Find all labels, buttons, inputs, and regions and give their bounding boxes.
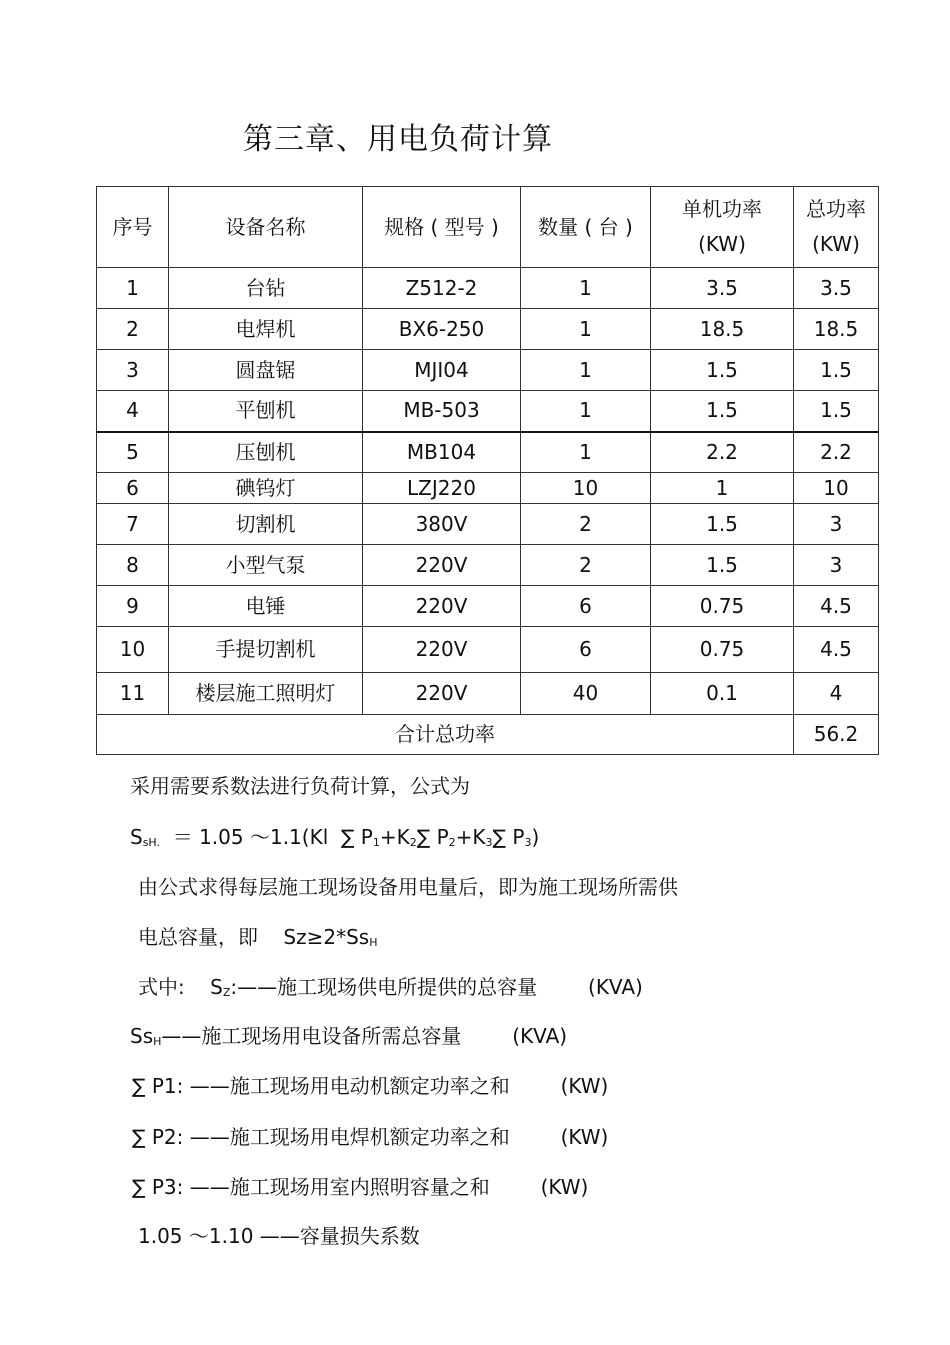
row-unit-power: 1.5 xyxy=(651,545,794,586)
text-def-ssh-a: Ss xyxy=(130,1024,154,1048)
total-label: 合计总功率 xyxy=(97,715,794,755)
text-def-ssh-sub: H xyxy=(153,1035,162,1048)
row-unit-power: 1.5 xyxy=(651,504,794,545)
text-def-sz xyxy=(138,971,643,1000)
header-model: 规格 ( 型号 ) xyxy=(363,187,521,268)
page-title: 第三章、用电负荷计算 xyxy=(243,122,553,157)
table-row xyxy=(97,432,879,473)
text-def-p1: ∑ P1: ——施工现场用电动机额定功率之和 (KW) xyxy=(132,1074,609,1098)
header-total-power-unit: (KW) xyxy=(812,232,860,256)
table-row xyxy=(97,586,879,627)
row-unit-power: 0.1 xyxy=(651,673,794,715)
text-explain-1: 由公式求得每层施工现场设备用电量后，即为施工现场所需供 xyxy=(138,875,678,899)
row-model: 380V xyxy=(363,504,521,545)
text-explain-2-main: 电总容量，即 Sz≥2*Ss xyxy=(138,925,370,949)
text-def-p3: ∑ P3: ——施工现场用室内照明容量之和 (KW) xyxy=(132,1175,589,1199)
table-body xyxy=(97,268,879,715)
row-device-name: 切割机 xyxy=(169,504,363,545)
total-value: 56.2 xyxy=(794,715,879,755)
text-def-sz-b: :——施工现场供电所提供的总容量 (KVA) xyxy=(230,975,643,999)
row-index: 1 xyxy=(97,268,169,309)
table-row xyxy=(97,268,879,309)
row-index: 8 xyxy=(97,545,169,586)
header-quantity: 数量 ( 台 ) xyxy=(521,187,651,268)
row-device-name: 压刨机 xyxy=(169,432,363,473)
table-row xyxy=(97,473,879,504)
row-total-power: 18.5 xyxy=(794,309,879,350)
row-total-power: 4.5 xyxy=(794,586,879,627)
text-def-loss: 1.05 ～1.10 ——容量损失系数 xyxy=(138,1224,420,1248)
row-model: MJI04 xyxy=(363,350,521,391)
formula-part-b: +K xyxy=(379,825,410,849)
row-index: 2 xyxy=(97,309,169,350)
row-index: 5 xyxy=(97,432,169,473)
text-def-ssh-b: ——施工现场用电设备所需总容量 (KVA) xyxy=(161,1024,568,1048)
row-index: 4 xyxy=(97,391,169,432)
row-index: 6 xyxy=(97,473,169,504)
row-model: 220V xyxy=(363,627,521,673)
row-model: 220V xyxy=(363,545,521,586)
row-unit-power: 0.75 xyxy=(651,586,794,627)
header-unit-power xyxy=(651,187,794,268)
row-device-name: 碘钨灯 xyxy=(169,473,363,504)
header-index: 序号 xyxy=(97,187,169,268)
row-quantity: 1 xyxy=(521,391,651,432)
row-device-name: 楼层施工照明灯 xyxy=(169,673,363,715)
table-row xyxy=(97,627,879,673)
row-total-power: 3 xyxy=(794,504,879,545)
row-total-power: 1.5 xyxy=(794,391,879,432)
row-quantity: 1 xyxy=(521,309,651,350)
row-quantity: 2 xyxy=(521,504,651,545)
row-device-name: 手提切割机 xyxy=(169,627,363,673)
formula-part-a: ＝ 1.05 ～1.1(Kl ∑ P xyxy=(160,825,373,849)
row-quantity: 1 xyxy=(521,350,651,391)
text-def-sz-sub: Z xyxy=(222,986,231,999)
formula-sub-3: 2 xyxy=(448,836,456,849)
table-row xyxy=(97,545,879,586)
text-def-p2: ∑ P2: ——施工现场用电焊机额定功率之和 (KW) xyxy=(132,1125,609,1149)
text-explain-2 xyxy=(138,921,378,950)
row-quantity: 6 xyxy=(521,627,651,673)
row-index: 9 xyxy=(97,586,169,627)
row-total-power: 4 xyxy=(794,673,879,715)
row-unit-power: 3.5 xyxy=(651,268,794,309)
header-total-power xyxy=(794,187,879,268)
row-device-name: 电焊机 xyxy=(169,309,363,350)
header-total-power-label: 总功率 xyxy=(806,197,866,221)
formula-sub-sh: sH. xyxy=(142,836,161,849)
table-row xyxy=(97,391,879,432)
row-quantity: 2 xyxy=(521,545,651,586)
header-unit-power-label: 单机功率 xyxy=(682,197,762,221)
row-total-power: 2.2 xyxy=(794,432,879,473)
row-quantity: 1 xyxy=(521,432,651,473)
row-model: MB-503 xyxy=(363,391,521,432)
row-unit-power: 1.5 xyxy=(651,350,794,391)
row-quantity: 10 xyxy=(521,473,651,504)
row-index: 10 xyxy=(97,627,169,673)
formula-part-c: ∑ P xyxy=(416,825,449,849)
row-quantity: 1 xyxy=(521,268,651,309)
text-formula xyxy=(130,821,539,850)
row-unit-power: 1 xyxy=(651,473,794,504)
row-model: 220V xyxy=(363,673,521,715)
row-model: 220V xyxy=(363,586,521,627)
formula-part-d: +K xyxy=(455,825,486,849)
text-def-sz-a: 式中: S xyxy=(138,975,223,999)
row-model: LZJ220 xyxy=(363,473,521,504)
row-unit-power: 2.2 xyxy=(651,432,794,473)
formula-sub-5: 3 xyxy=(524,836,532,849)
text-intro: 采用需要系数法进行负荷计算，公式为 xyxy=(130,774,470,798)
formula-sub-1: 1 xyxy=(372,836,380,849)
row-total-power: 4.5 xyxy=(794,627,879,673)
header-device-name: 设备名称 xyxy=(169,187,363,268)
row-device-name: 小型气泵 xyxy=(169,545,363,586)
header-unit-power-unit: (KW) xyxy=(698,232,746,256)
table-total-row xyxy=(97,715,879,755)
row-device-name: 平刨机 xyxy=(169,391,363,432)
row-quantity: 40 xyxy=(521,673,651,715)
row-total-power: 3 xyxy=(794,545,879,586)
row-model: BX6-250 xyxy=(363,309,521,350)
row-device-name: 台钻 xyxy=(169,268,363,309)
text-explain-2-sub: H xyxy=(369,936,378,949)
row-index: 3 xyxy=(97,350,169,391)
row-index: 7 xyxy=(97,504,169,545)
row-unit-power: 18.5 xyxy=(651,309,794,350)
row-unit-power: 1.5 xyxy=(651,391,794,432)
formula-part-e: ∑ P xyxy=(492,825,525,849)
row-index: 11 xyxy=(97,673,169,715)
table-header-row xyxy=(97,187,879,268)
row-model: Z512-2 xyxy=(363,268,521,309)
row-total-power: 10 xyxy=(794,473,879,504)
table-row xyxy=(97,673,879,715)
table-row xyxy=(97,309,879,350)
formula-sub-2: 2 xyxy=(409,836,417,849)
row-device-name: 圆盘锯 xyxy=(169,350,363,391)
table-row xyxy=(97,504,879,545)
table-row xyxy=(97,350,879,391)
row-device-name: 电锤 xyxy=(169,586,363,627)
formula-s: S xyxy=(130,825,143,849)
load-table xyxy=(96,186,879,755)
formula-sub-4: 3 xyxy=(485,836,493,849)
row-total-power: 1.5 xyxy=(794,350,879,391)
row-total-power: 3.5 xyxy=(794,268,879,309)
row-model: MB104 xyxy=(363,432,521,473)
text-def-ssh xyxy=(130,1020,567,1049)
row-quantity: 6 xyxy=(521,586,651,627)
row-unit-power: 0.75 xyxy=(651,627,794,673)
formula-part-f: ) xyxy=(531,825,540,849)
